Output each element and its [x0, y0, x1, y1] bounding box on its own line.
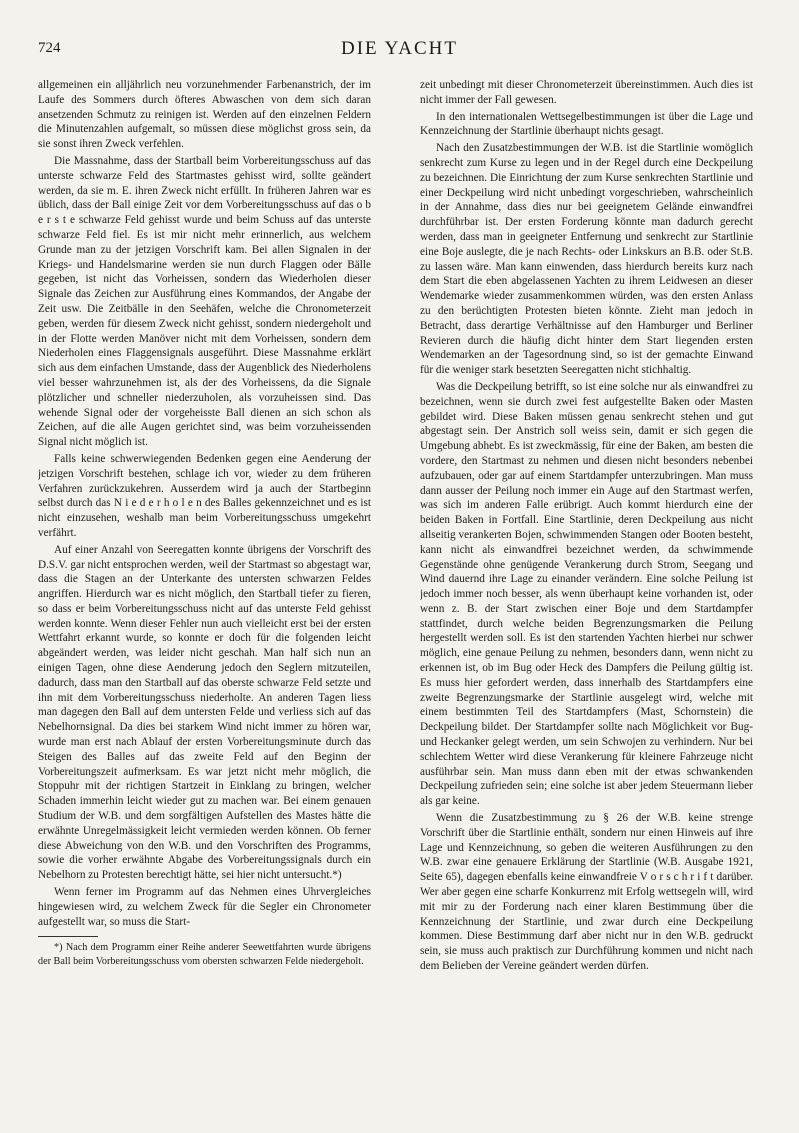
right-column: [420, 78, 753, 1088]
left-column: [38, 78, 371, 1088]
paragraph: Wenn die Zusatzbestimmung zu § 26 der W.B. keine strenge Vorschrift über die Startlinie enthält, sondern nur einen Hinweis auf ihre Lage und Kennzeichnung, so geben die weiteren Ausführungen zu den W.B. zwar eine genauere Erklärung der Startlinie (W.B. Ausgabe 1921, Seite 65), dagegen ebenfalls keine einwandfreie V o r s c h r i f t darüber. Wer aber gegen eine scharfe Konkurrenz mit Erfolg wettsegeln will, wird mit mir zu der Forderung nach einer klaren Bestimmung über die Kennzeichnung der Startlinie, und zwar durch eine Deckpeilung kommen. Diese Bestimmung darf aber nicht nur in den W.B. gedruckt sein, sie muss auch praktisch zur Durchführung kommen und nicht nach dem Belieben der Vereine geändert werden dürfen.: [420, 812, 753, 973]
paragraph: In den internationalen Wettsegelbestimmungen ist über die Lage und Kennzeichnung der Startlinie überhaupt nichts gesagt.: [420, 110, 753, 138]
paragraph: Nach den Zusatzbestimmungen der W.B. ist die Startlinie womöglich senkrecht zum Kurse zu legen und in der Regel durch eine Deckpeilung zu bezeichnen. Die Einrichtung der zum Kurse senkrechten Startlinie und einer Deckpeilung wird nicht unbedingt vorgeschrieben, wahrscheinlich in der Annahme, dass dies nur bei geeignetem Gelände einwandfrei durchführbar ist. Der ersten Forderung könnte man dadurch gerecht werden, dass man in geeigneter Entfernung und senkrecht zur Startlinie eine Boje auslegte, die je nach Rechts- oder Linkskurs an B.B. oder St.B. zu lassen wäre. Man kann einwenden, dass hierdurch bereits kurz nach dem Start die eben abgelassenen Yachten zu ihrem Leidwesen an dieser Wendemarke wieder zusammenkommen würden, was den ersten Anlass zu den berüchtigten Protesten bieten könnte. Zieht man jedoch in Betracht, dass derartige Verhältnisse auf den Hamburger und Berliner Revieren durch die häufig dicht hinter dem Start liegenden ersten Wendemarken an der Tagesordnung sind, so ist der gemachte Einwand für die weniger stark besetzten Seeregatten nicht stichhaltig.: [420, 142, 753, 377]
paragraph: Wenn ferner im Programm auf das Nehmen eines Uhrvergleiches hingewiesen wird, zu welchem Zweck für die Segler ein Chronometer aufgestellt war, so muss die Start-: [38, 886, 371, 928]
running-title: DIE YACHT: [340, 38, 459, 59]
footnote: *) Nach dem Programm einer Reihe anderer Seewettfahrten wurde übrigens der Ball beim Vorbereitungsschuss vom obersten schwarzen Felde niedergeholt.: [38, 942, 371, 967]
paragraph: zeit unbedingt mit dieser Chronometerzeit übereinstimmen. Auch dies ist nicht immer der Fall gewesen.: [420, 79, 753, 106]
paragraph: Was die Deckpeilung betrifft, so ist eine solche nur als einwandfrei zu bezeichnen, wenn sie durch zwei fest aufgestellte Baken oder Masten gebildet wird. Diese Baken müssen genau senkrecht stehen und gut abgestagt sein. Der Anstrich soll weiss sein, damit er sich gegen die Umgebung abhebt. Es ist zweckmässig, für eine der Baken, am besten die vordere, den Startmast zu nehmen und diesen nicht besonders nebenbei aufzubauen, oder gar auf einem Startdampfer unterzubringen. Man muss dann ausser der Peilung noch immer ein Auge auf den Startmast werfen, was sich im anderen Falle erübrigt. Auch kommt hierdurch eine der beiden Baken in Fortfall. Eine Startlinie, deren Deckpeilung aus nicht allseitig verankerten Bojen, schwimmenden Stangen oder Booten besteht, kann nicht als einwandfrei bezeichnet werden, da schwimmende Gegenstände ohne genügende Verankerung durch Strom, Seegang und Wind dauernd ihre Lage zu einander verändern. Eine solche Peilung ist jedoch immer noch besser, als wenn überhaupt keine vorhanden ist, oder wenn z. B. der Start zwischen einer Boje und dem Startdampfer stattfindet, durch welche beiden Begrenzungsmarken die Peilung hergestellt werden soll. Es ist den startenden Yachten hierbei nur schwer möglich, eine genaue Peilung zu nehmen, besonders dann, wenn nicht zu erkennen ist, ob im Bug oder Heck des Dampfers die Peilung gültig ist. Es muss hier gefordert werden, dass innerhalb des Startdampfers eine zweite Begrenzungsmarke der Startlinie ausgelegt wird, welche mit einem bestimmten Teil des Startdampfers (Mast, Schornstein) die Deckpeilung bildet. Der Startdampfer sollte nach Möglichkeit vor Bug- und Heckanker gelegt werden, um sein Schwojen zu verhindern. Nur bei schlechtem Wetter wird diese Verankerung für kleinere Fahrzeuge nicht ausführbar sein. Man muss dann eben mit der etwas schwankenden Deckpeilung zufrieden sein; eine solche ist aber jedem Steuermann lieber als gar keine.: [420, 380, 753, 808]
page-header: [38, 38, 761, 62]
footnote-divider: [38, 936, 98, 937]
paragraph: Auf einer Anzahl von Seeregatten konnte übrigens der Vorschrift des D.S.V. gar nicht entsprochen werden, weil der Startmast so abgestagt war, dass die Stagen an der Unterkante des untersten schwarzen Feldes angriffen. Hierdurch war es nicht möglich, den Startball tiefer zu fieren, so dass er beim Vorbereitungsschuss nicht auf das unterste Feld gehisst werden konnte. Wenn dieser Fehler nun auch vielleicht erst bei der ersten Wettfahrt erkannt wurde, so konnte er doch für die folgenden leicht abgeändert werden, was leider nicht geschah. Man half sich nun an einigen Tagen, ohne diese Aenderung jedoch den Seglern mitzuteilen, dadurch, dass man den Startball auf das oberste schwarze Feld setzte und ihn mit dem Vorbereitungsschuss niederholte. An anderen Tagen liess man dagegen den Ball auf dem untersten Felde und verliess sich auf das Nebelhornsignal. Da dies bei starkem Wind nicht immer zu hören war, wurde man erst nach Ablauf der ersten Vorbereitungsminute durch das Steigen des Balles auf das zweite Feld auf den Beginn der Vorbereitungszeit aufmerksam. Es war jetzt nicht mehr möglich, die Stoppuhr mit der richtigen Startzeit in Einklang zu bringen, welcher Schaden immerhin leicht wieder gut zu machen war. Bei einem genauen Studium der W.B. und dem sorgfältigen Aufstellen des Mastes hätte die erwähnte Unregelmässigkeit leicht vermieden werden können. Ob ferner diese Abweichung von den W.B. und den Vorschriften des Programms, sowie die vorher erwähnte Abgabe des Vorbereitungssignals durch ein Nebelhorn zu Protesten berechtigt hätte, sei hier nicht untersucht.*): [38, 543, 371, 882]
page-number: 724: [38, 40, 61, 56]
paragraph: allgemeinen ein alljährlich neu vorzunehmender Farbenanstrich, der im Laufe des Sommers durch öfteres Abwaschen von dem sich daran ansetzenden Schmutz zu reinigen ist. Werden auf den einzelnen Feldern die Minutenzahlen aufgemalt, so müssen diese möglichst gross sein, da sie sonst ihren Zweck verfehlen.: [38, 79, 371, 151]
paragraph: Falls keine schwerwiegenden Bedenken gegen eine Aenderung der jetzigen Vorschrift bestehen, schlage ich vor, wieder zu dem früheren Verfahren zurückzukehren. Ausserdem wird ja auch der Startbeginn selbst durch das N i e d e r h o l e n des Balles gekennzeichnet und es ist nicht einzusehen, weshalb man beim Vorbereitungsschuss umgekehrt verfährt.: [38, 452, 371, 539]
paragraph: Die Massnahme, dass der Startball beim Vorbereitungsschuss auf das unterste schwarze Feld des Startmastes gehisst wird, sollte geändert werden, da sie m. E. ihren Zweck nicht erfüllt. In früheren Jahren war es üblich, dass der Ball einige Zeit vor dem Vorbereitungsschuss auf das o b e r s t e schwarze Feld gehisst wurde und beim Schuss auf das unterste schwarze Feld fiel. Es ist mir nicht mehr erinnerlich, aus welchem Grunde man zu der jetzigen Vorschrift kam. Bei allen Signalen in der Kriegs- und Handelsmarine werden sie nun durch Flaggen oder Bälle gegeben, ist nicht das Vorheissen, sondern das Wiederholen dieser Signale das Zeichen zur Ausführung eines Kommandos, der Angabe der Zeit usw. Die Zeitbälle in den Seehäfen, welche die Chronometerzeit geben, werden für diesem Zweck nicht gehisst, sondern niedergeholt und in der Flotte werden Manöver nicht mit dem Vorheissen, sondern dem Niederholen eines Flaggensignals ausgeführt. Diese Massnahme erklärt sich aus dem einfachen Umstande, dass der Augenblick des Niederholens viel besser wahrzunehmen ist, als der des Vorheissens, da die Signale plötzlicher und schneller niederzuholen, als vorzuheissen sind. Das wehende Signal oder der vorgeheisste Ball dienen an sich schon als Zeichen, auf die alle Augen gerichtet sind, was beim vorzuheissenden Signal nicht möglich ist.: [38, 154, 371, 449]
